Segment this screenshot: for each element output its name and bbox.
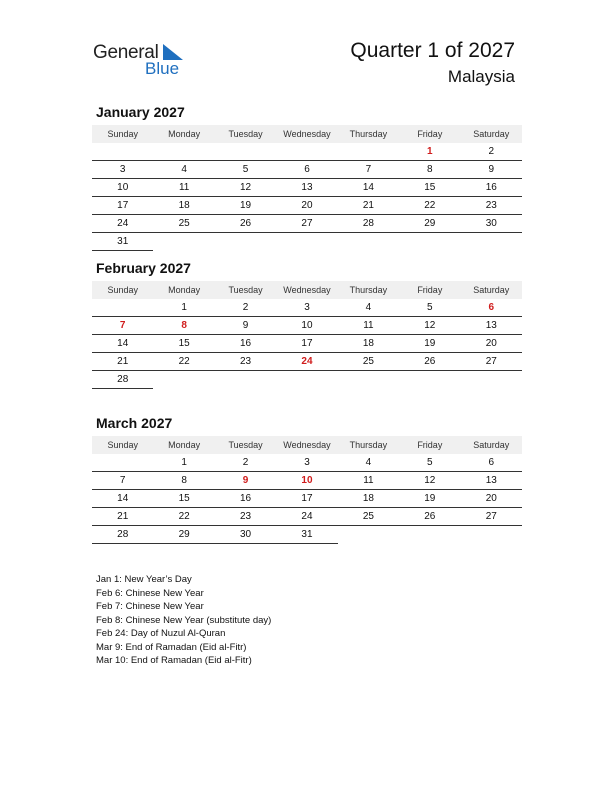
month-february <box>92 260 522 389</box>
day-cell: 5 <box>399 454 460 472</box>
calendar-table <box>92 125 522 251</box>
day-cell: 22 <box>399 197 460 215</box>
day-cell: 17 <box>276 335 337 353</box>
empty-day-cell <box>461 233 522 251</box>
day-cell: 5 <box>215 161 276 179</box>
day-cell: 30 <box>461 215 522 233</box>
day-cell: 12 <box>215 179 276 197</box>
holiday-note: Feb 24: Day of Nuzul Al-Quran <box>96 628 226 639</box>
empty-day-cell <box>338 143 399 161</box>
day-cell: 8 <box>399 161 460 179</box>
day-cell: 13 <box>276 179 337 197</box>
empty-day-cell <box>92 143 153 161</box>
weekday-header: Monday <box>153 436 214 454</box>
empty-day-cell <box>338 526 399 544</box>
day-cell: 20 <box>461 335 522 353</box>
day-cell: 1 <box>399 143 460 161</box>
day-cell: 29 <box>399 215 460 233</box>
week-row <box>92 161 522 179</box>
week-row <box>92 508 522 526</box>
weekday-header: Sunday <box>92 436 153 454</box>
holiday-note: Mar 9: End of Ramadan (Eid al-Fitr) <box>96 641 247 653</box>
day-cell: 3 <box>276 299 337 317</box>
day-cell: 2 <box>461 143 522 161</box>
weekday-header: Saturday <box>461 125 522 143</box>
day-cell: 11 <box>338 317 399 335</box>
weekday-header: Friday <box>399 125 460 143</box>
empty-day-cell <box>276 233 337 251</box>
empty-day-cell <box>276 371 337 389</box>
day-cell: 18 <box>153 197 214 215</box>
day-cell: 10 <box>276 472 337 490</box>
day-cell: 28 <box>92 526 153 544</box>
day-cell: 8 <box>153 317 214 335</box>
day-cell: 23 <box>215 508 276 526</box>
empty-day-cell <box>338 371 399 389</box>
empty-day-cell <box>153 233 214 251</box>
weekday-header: Friday <box>399 281 460 299</box>
generalblue-logo <box>93 40 203 80</box>
day-cell: 27 <box>461 353 522 371</box>
empty-day-cell <box>153 371 214 389</box>
day-cell: 9 <box>215 472 276 490</box>
day-cell: 30 <box>215 526 276 544</box>
empty-day-cell <box>92 454 153 472</box>
day-cell: 20 <box>276 197 337 215</box>
day-cell: 16 <box>215 490 276 508</box>
weekday-header: Thursday <box>338 281 399 299</box>
day-cell: 6 <box>461 299 522 317</box>
weekday-header: Friday <box>399 436 460 454</box>
empty-day-cell <box>215 233 276 251</box>
day-cell: 20 <box>461 490 522 508</box>
day-cell: 7 <box>92 317 153 335</box>
day-cell: 18 <box>338 490 399 508</box>
day-cell: 19 <box>399 335 460 353</box>
weekday-header: Wednesday <box>276 125 337 143</box>
day-cell: 27 <box>276 215 337 233</box>
day-cell: 25 <box>153 215 214 233</box>
day-cell: 3 <box>92 161 153 179</box>
calendar-table <box>92 281 522 389</box>
day-cell: 28 <box>338 215 399 233</box>
logo-word-blue: Blue <box>145 59 180 78</box>
week-row <box>92 197 522 215</box>
day-cell: 6 <box>461 454 522 472</box>
day-cell: 21 <box>338 197 399 215</box>
day-cell: 24 <box>276 353 337 371</box>
empty-day-cell <box>461 526 522 544</box>
day-cell: 17 <box>92 197 153 215</box>
day-cell: 7 <box>92 472 153 490</box>
day-cell: 31 <box>92 233 153 251</box>
weekday-header: Tuesday <box>215 281 276 299</box>
empty-day-cell <box>215 371 276 389</box>
day-cell: 1 <box>153 454 214 472</box>
month-january <box>92 104 522 251</box>
holiday-note: Mar 10: End of Ramadan (Eid al-Fitr) <box>96 655 252 666</box>
day-cell: 14 <box>338 179 399 197</box>
month-title: January 2027 <box>96 104 185 120</box>
empty-day-cell <box>399 526 460 544</box>
weekday-header: Tuesday <box>215 125 276 143</box>
day-cell: 14 <box>92 490 153 508</box>
day-cell: 21 <box>92 353 153 371</box>
day-cell: 19 <box>399 490 460 508</box>
weekday-header: Wednesday <box>276 436 337 454</box>
empty-day-cell <box>399 233 460 251</box>
empty-day-cell <box>215 143 276 161</box>
day-cell: 17 <box>276 490 337 508</box>
day-cell: 2 <box>215 454 276 472</box>
day-cell: 12 <box>399 472 460 490</box>
day-cell: 14 <box>92 335 153 353</box>
day-cell: 4 <box>338 454 399 472</box>
day-cell: 24 <box>276 508 337 526</box>
week-row <box>92 215 522 233</box>
empty-day-cell <box>276 143 337 161</box>
holiday-notes <box>96 573 271 668</box>
weekday-header: Sunday <box>92 281 153 299</box>
weekday-header: Monday <box>153 281 214 299</box>
day-cell: 24 <box>92 215 153 233</box>
empty-day-cell <box>92 299 153 317</box>
empty-day-cell <box>399 371 460 389</box>
day-cell: 9 <box>215 317 276 335</box>
page-subtitle: Malaysia <box>447 67 515 86</box>
week-row <box>92 490 522 508</box>
day-cell: 25 <box>338 353 399 371</box>
day-cell: 3 <box>276 454 337 472</box>
day-cell: 23 <box>461 197 522 215</box>
day-cell: 26 <box>399 508 460 526</box>
day-cell: 22 <box>153 353 214 371</box>
day-cell: 12 <box>399 317 460 335</box>
week-row <box>92 233 522 251</box>
day-cell: 28 <box>92 371 153 389</box>
weekday-header: Thursday <box>338 436 399 454</box>
holiday-note: Jan 1: New Year’s Day <box>96 574 192 585</box>
day-cell: 6 <box>276 161 337 179</box>
day-cell: 11 <box>153 179 214 197</box>
empty-day-cell <box>153 143 214 161</box>
week-row <box>92 353 522 371</box>
day-cell: 26 <box>215 215 276 233</box>
day-cell: 10 <box>276 317 337 335</box>
weekday-header: Saturday <box>461 436 522 454</box>
week-row <box>92 472 522 490</box>
day-cell: 15 <box>399 179 460 197</box>
month-title: March 2027 <box>96 415 173 431</box>
week-row <box>92 371 522 389</box>
empty-day-cell <box>338 233 399 251</box>
logo-word-general: General <box>93 42 159 63</box>
week-row <box>92 299 522 317</box>
week-row <box>92 454 522 472</box>
day-cell: 21 <box>92 508 153 526</box>
day-cell: 18 <box>338 335 399 353</box>
day-cell: 22 <box>153 508 214 526</box>
weekday-header: Saturday <box>461 281 522 299</box>
logo-triangle-icon <box>161 44 183 60</box>
week-row <box>92 526 522 544</box>
month-march <box>92 415 522 544</box>
week-row <box>92 335 522 353</box>
day-cell: 13 <box>461 317 522 335</box>
empty-day-cell <box>461 371 522 389</box>
day-cell: 4 <box>338 299 399 317</box>
day-cell: 9 <box>461 161 522 179</box>
day-cell: 1 <box>153 299 214 317</box>
day-cell: 25 <box>338 508 399 526</box>
week-row <box>92 179 522 197</box>
day-cell: 4 <box>153 161 214 179</box>
day-cell: 16 <box>215 335 276 353</box>
day-cell: 2 <box>215 299 276 317</box>
page-title: Quarter 1 of 2027 <box>350 39 515 62</box>
holiday-note: Feb 6: Chinese New Year <box>96 587 204 599</box>
month-title: February 2027 <box>96 260 191 276</box>
day-cell: 27 <box>461 508 522 526</box>
weekday-header: Wednesday <box>276 281 337 299</box>
holiday-note: Feb 7: Chinese New Year <box>96 601 204 612</box>
day-cell: 5 <box>399 299 460 317</box>
week-row <box>92 317 522 335</box>
day-cell: 29 <box>153 526 214 544</box>
weekday-header: Thursday <box>338 125 399 143</box>
day-cell: 15 <box>153 335 214 353</box>
day-cell: 13 <box>461 472 522 490</box>
day-cell: 15 <box>153 490 214 508</box>
day-cell: 16 <box>461 179 522 197</box>
day-cell: 10 <box>92 179 153 197</box>
day-cell: 7 <box>338 161 399 179</box>
day-cell: 11 <box>338 472 399 490</box>
day-cell: 26 <box>399 353 460 371</box>
day-cell: 19 <box>215 197 276 215</box>
calendar-table <box>92 436 522 544</box>
day-cell: 23 <box>215 353 276 371</box>
weekday-header: Monday <box>153 125 214 143</box>
weekday-header: Tuesday <box>215 436 276 454</box>
holiday-note: Feb 8: Chinese New Year (substitute day) <box>96 614 272 626</box>
week-row <box>92 143 522 161</box>
weekday-header: Sunday <box>92 125 153 143</box>
day-cell: 31 <box>276 526 337 544</box>
day-cell: 8 <box>153 472 214 490</box>
